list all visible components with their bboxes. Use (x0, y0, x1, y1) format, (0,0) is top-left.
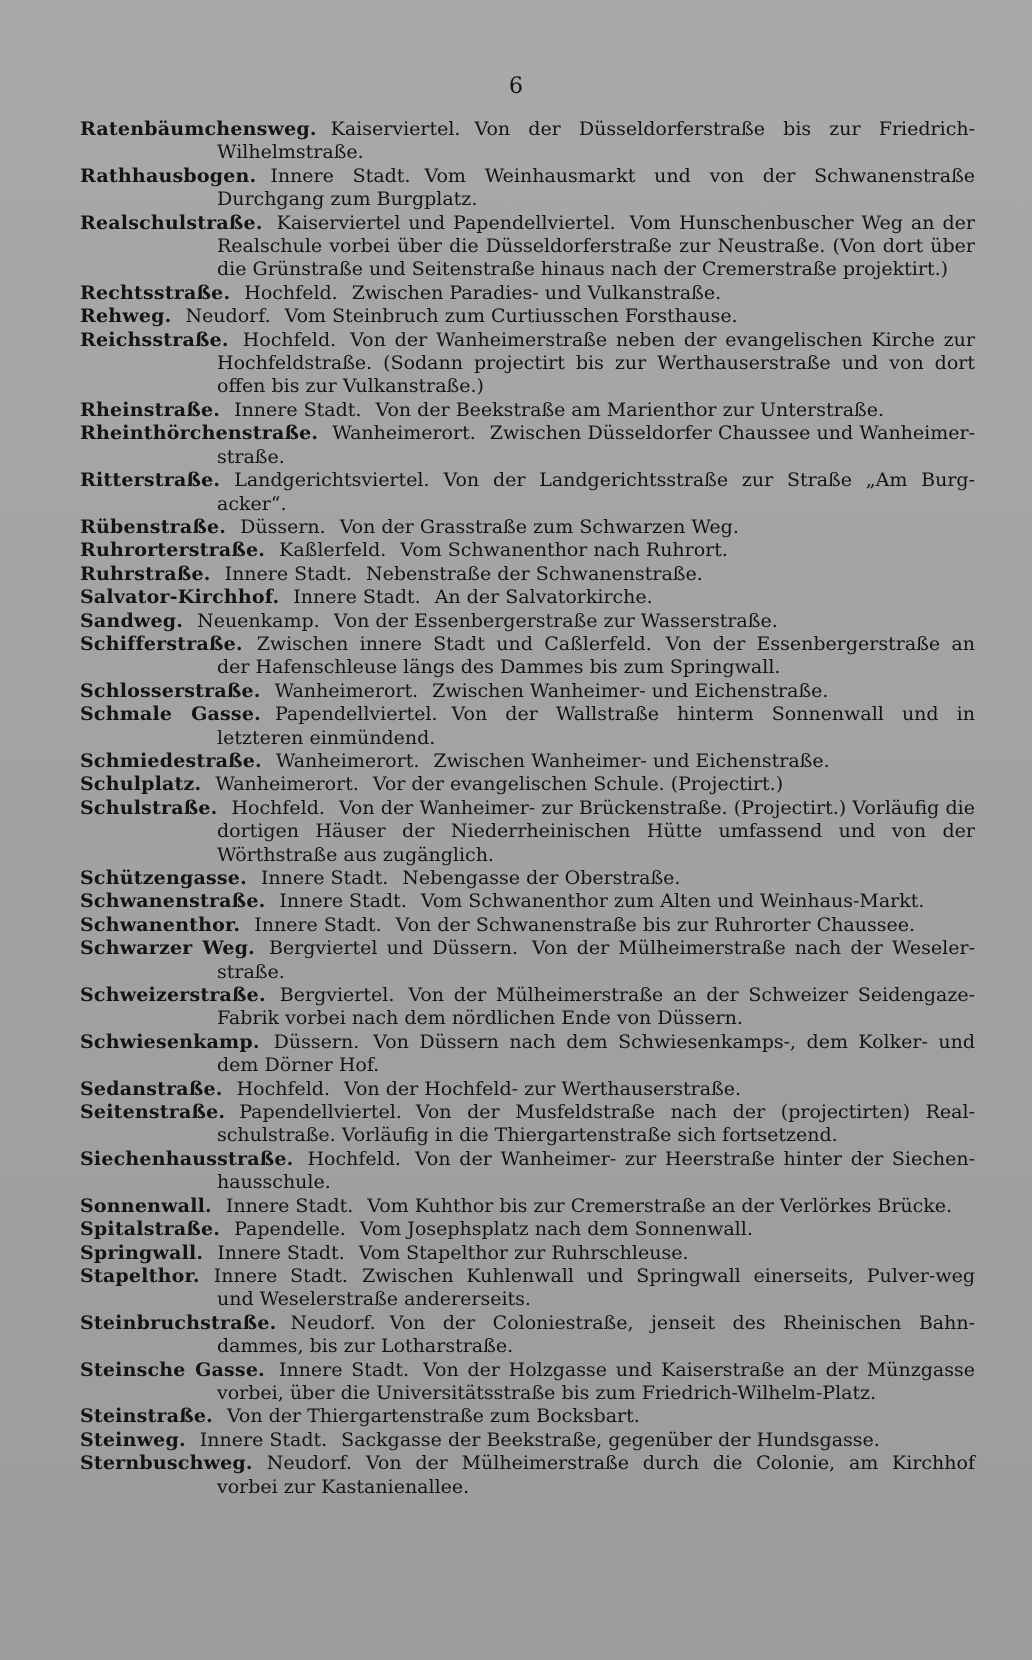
directory-entry (80, 797, 975, 867)
directory-entry (80, 1078, 975, 1101)
district-name: Neuenkamp. (197, 609, 320, 632)
directory-entry (80, 422, 975, 469)
street-description: Von der Essenbergerstraße an der Hafenschleuse längs des Dammes bis zum Springwall. (217, 632, 975, 679)
street-description: Von der Grasstraße zum Schwarzen Weg. (339, 515, 739, 538)
street-description: Vom Kuhthor bis zur Cremerstraße an der Verlörkes Brücke. (367, 1194, 953, 1217)
street-name: Steinweg. (80, 1428, 186, 1451)
street-description: Zwischen Paradies- und Vulkanstraße. (351, 281, 722, 304)
street-description: Von der Wanheimer- zur Brückenstraße. (Projectirt.) Vorläufig die dortigen Häuser der Niederrheinischen Hütte umfassend und von der Wörthstraße aus zugänglich. (217, 796, 975, 866)
directory-entry (80, 1031, 975, 1078)
street-description: Zwischen Wanheimer- und Eichenstraße. (432, 679, 829, 702)
street-description: Vom Schwanenthor zum Alten und Weinhaus-Markt. (420, 890, 925, 913)
district-name: Bergviertel. (279, 984, 395, 1007)
street-name: Salvator-Kirchhof. (80, 586, 280, 609)
street-name: Steinstraße. (80, 1405, 213, 1428)
street-description: Von der Mülheimerstraße an der Schweizer Seidengaze-Fabrik vorbei nach dem nördlichen Ende von Düssern. (217, 984, 975, 1030)
directory-entry (80, 703, 975, 750)
district-name: Hochfeld. (231, 796, 325, 819)
street-description: Von der Mülheimerstraße nach der Weseler-straße. (217, 937, 975, 983)
directory-entry (80, 680, 975, 703)
district-name: Innere Stadt. (270, 164, 411, 187)
street-name: Rehweg. (80, 305, 172, 328)
district-name: Neudorf. (266, 1452, 352, 1475)
district-name: Papendellviertel. (239, 1101, 402, 1124)
directory-entry (80, 305, 975, 328)
directory-entry (80, 867, 975, 890)
street-name: Realschulstraße. (80, 211, 263, 234)
street-name: Rathhausbogen. (80, 164, 257, 187)
district-name: Wanheimerort. (215, 773, 359, 796)
street-description: Vom Weinhausmarkt und von der Schwanenstraße Durchgang zum Burgplatz. (217, 164, 975, 211)
street-description: Von der Wallstraße hinterm Sonnenwall und in letzteren einmündend. (217, 703, 975, 749)
street-name: Sternbuschweg. (80, 1452, 253, 1475)
district-name: Hochfeld. (307, 1147, 401, 1170)
street-description: Von der Landgerichtsstraße zur Straße „Am Burg-acker“. (217, 469, 975, 515)
street-name: Schulplatz. (80, 773, 202, 796)
street-name: Rheinstraße. (80, 398, 221, 421)
district-name: Kaiserviertel und Papendellviertel. (276, 211, 616, 234)
street-name: Steinsche Gasse. (80, 1358, 265, 1381)
directory-entry (80, 212, 975, 282)
directory-entry (80, 773, 975, 796)
street-description: Zwischen Düsseldorfer Chaussee und Wanheimer-straße. (217, 422, 975, 468)
directory-entry (80, 165, 975, 212)
directory-entry (80, 516, 975, 539)
street-description: Vom Schwanenthor nach Ruhrort. (400, 539, 728, 562)
district-name: Innere Stadt. (224, 562, 352, 585)
district-name: Bergviertel und Düssern. (268, 937, 518, 960)
directory-entry (80, 1405, 975, 1428)
directory-entry (80, 539, 975, 562)
street-name: Schützengasse. (80, 867, 247, 889)
district-name: Innere Stadt. (217, 1241, 345, 1264)
street-description: Von der Musfeldstraße nach der (projectirten) Real-schulstraße. Vorläufig in die Thiergartenstraße sich fortsetzend. (217, 1101, 975, 1147)
district-name: Wanheimerort. (274, 679, 419, 702)
street-name: Reichsstraße. (80, 328, 229, 351)
street-description: Von der Hochfeld- zur Werthauserstraße. (344, 1077, 742, 1100)
directory-entry (80, 329, 975, 399)
directory-entry (80, 750, 975, 773)
directory-entry (80, 914, 975, 937)
street-description: Von der Thiergartenstraße zum Bocksbart. (226, 1405, 640, 1428)
directory-entry (80, 282, 975, 305)
street-name: Ritterstraße. (80, 469, 221, 492)
street-description: Vom Hunschenbuscher Weg an der Realschule vorbei über die Düsseldorferstraße zur Neustraße. (Von dort über die Grünstraße und Seitenstraße hinaus nach der Cremerstraße projektirt.) (217, 211, 975, 281)
street-name: Schwanenstraße. (80, 890, 266, 913)
directory-entry (80, 890, 975, 913)
district-name: Papendellviertel. (274, 703, 438, 726)
district-name: Innere Stadt. (199, 1428, 328, 1451)
street-description: Von der Essenbergerstraße zur Wasserstraße. (333, 609, 778, 632)
street-description: Zwischen Kuhlenwall und Springwall einerseits, Pulver-weg und Weselerstraße andererseits. (217, 1264, 975, 1311)
street-name: Sedanstraße. (80, 1077, 223, 1100)
district-name: Innere Stadt. (254, 913, 382, 936)
directory-entry (80, 610, 975, 633)
directory-entry (80, 586, 975, 609)
street-name: Rübenstraße. (80, 515, 227, 538)
district-name: Innere Stadt. (234, 398, 362, 421)
street-description: Von der Beekstraße am Marienthor zur Unterstraße. (375, 398, 885, 421)
street-name: Schweizerstraße. (80, 984, 266, 1007)
street-description: An der Salvatorkirche. (434, 586, 653, 609)
directory-entry (80, 1359, 975, 1406)
district-name: Innere Stadt. (260, 867, 389, 889)
street-description: Von der Mülheimerstraße durch die Colonie, am Kirchhof vorbei zur Kastanienallee. (217, 1452, 975, 1498)
district-name: Innere Stadt. (278, 1358, 410, 1381)
street-name: Schwarzer Weg. (80, 937, 255, 960)
street-name: Rheinthörchenstraße. (80, 422, 319, 445)
directory-entry (80, 118, 975, 165)
district-name: Papendelle. (234, 1218, 346, 1241)
street-name: Springwall. (80, 1241, 204, 1264)
directory-entry (80, 1218, 975, 1241)
directory-entry (80, 1148, 975, 1195)
street-description: Zwischen Wanheimer- und Eichenstraße. (433, 749, 830, 772)
district-name: Innere Stadt. (225, 1194, 354, 1217)
district-name: Kaßlerfeld. (279, 539, 387, 562)
directory-entry (80, 469, 975, 516)
street-name: Schwanenthor. (80, 913, 241, 936)
page-number: 6 (509, 74, 523, 99)
street-name: Schmale Gasse. (80, 703, 261, 726)
street-name: Schlosserstraße. (80, 679, 261, 702)
street-name: Seitenstraße. (80, 1101, 226, 1124)
directory-entry (80, 1101, 975, 1148)
district-name: Düssern. (240, 515, 326, 538)
street-name: Schulstraße. (80, 796, 218, 819)
district-name: Landgerichtsviertel. (234, 469, 430, 492)
directory-entry (80, 1452, 975, 1499)
street-description: Von Düssern nach dem Schwiesenkamps-, dem Kolker- und dem Dörner Hof. (217, 1030, 975, 1077)
street-description: Nebenstraße der Schwanenstraße. (365, 562, 703, 585)
street-description: Von der Schwanenstraße bis zur Ruhrorter Chaussee. (395, 913, 915, 936)
street-name: Ruhrstraße. (80, 562, 211, 585)
street-description: Vom Stapelthor zur Ruhrschleuse. (358, 1241, 689, 1264)
district-name: Innere Stadt. (279, 890, 407, 913)
directory-entry (80, 1312, 975, 1359)
directory-entry (80, 633, 975, 680)
street-description: Vom Steinbruch zum Curtiusschen Forsthause. (284, 305, 738, 328)
street-name: Spitalstraße. (80, 1218, 221, 1241)
street-name: Steinbruchstraße. (80, 1311, 277, 1334)
street-name: Ratenbäumchensweg. (80, 118, 317, 140)
street-name: Sandweg. (80, 609, 184, 632)
street-description: Von der Düsseldorferstraße bis zur Friedrich-Wilhelmstraße. (217, 118, 975, 164)
district-name: Hochfeld. (244, 281, 338, 304)
street-description: Sackgasse der Beekstraße, gegenüber der Hundsgasse. (341, 1428, 880, 1451)
district-name: Innere Stadt. (293, 586, 421, 609)
district-name: Zwischen innere Stadt und Caßlerfeld. (256, 632, 652, 655)
street-description: Von der Coloniestraße, jenseit des Rheinischen Bahn-dammes, bis zur Lotharstraße. (217, 1311, 975, 1358)
district-name: Neudorf. (290, 1311, 376, 1334)
street-directory-list (80, 118, 975, 1499)
directory-entry (80, 1265, 975, 1312)
directory-entry (80, 937, 975, 984)
district-name: Wanheimerort. (275, 749, 420, 772)
directory-entry (80, 984, 975, 1031)
directory-entry (80, 399, 975, 422)
district-name: Kaiserviertel. (330, 118, 461, 140)
street-name: Siechenhausstraße. (80, 1147, 294, 1170)
district-name: Wanheimerort. (332, 422, 476, 445)
district-name: Hochfeld. (242, 328, 337, 351)
street-description: Vor der evangelischen Schule. (Projectirt.) (372, 773, 784, 796)
street-description: Von der Wanheimer- zur Heerstraße hinter der Siechen-hausschule. (217, 1147, 975, 1194)
street-description: Von der Holzgasse und Kaiserstraße an der Münzgasse vorbei, über die Universitätsstraße bis zum Friedrich-Wilhelm-Platz. (217, 1358, 975, 1404)
directory-entry (80, 563, 975, 586)
street-description: Von der Wanheimerstraße neben der evangelischen Kirche zur Hochfeldstraße. (Sodann projectirt bis zur Werthauserstraße und von dort offen bis zur Vulkanstraße.) (217, 328, 975, 398)
street-name: Rechtsstraße. (80, 281, 231, 304)
street-name: Schwiesenkamp. (80, 1030, 260, 1053)
street-description: Nebengasse der Oberstraße. (402, 867, 681, 889)
district-name: Innere Stadt. (213, 1264, 348, 1287)
district-name: Hochfeld. (236, 1077, 331, 1100)
street-name: Sonnenwall. (80, 1194, 212, 1217)
directory-entry (80, 1195, 975, 1218)
street-name: Schifferstraße. (80, 632, 243, 655)
district-name: Neudorf. (185, 305, 271, 328)
district-name: Düssern. (273, 1030, 360, 1053)
directory-entry (80, 1429, 975, 1452)
street-description: Vom Josephsplatz nach dem Sonnenwall. (359, 1218, 753, 1241)
directory-entry (80, 1242, 975, 1265)
street-name: Stapelthor. (80, 1264, 200, 1287)
street-name: Ruhrorterstraße. (80, 539, 266, 562)
street-name: Schmiedestraße. (80, 749, 262, 772)
